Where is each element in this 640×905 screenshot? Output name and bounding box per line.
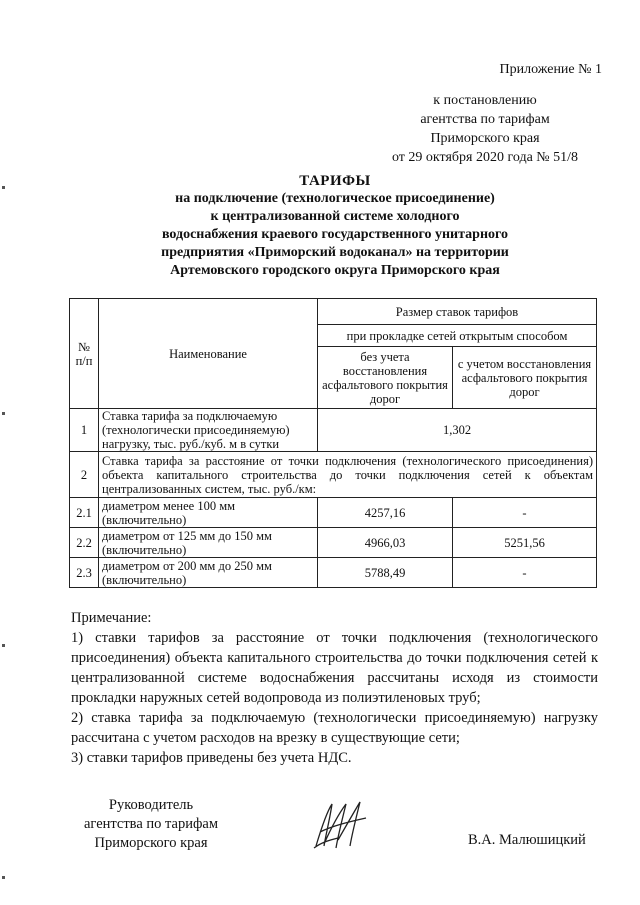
handwritten-signature xyxy=(308,796,378,861)
scan-mark xyxy=(2,876,5,879)
table-row xyxy=(70,558,597,588)
header-without-asphalt: без учета восстановления асфальтового покрытия дорог xyxy=(318,347,453,409)
header-line: к постановлению xyxy=(433,93,537,108)
title-main: ТАРИФЫ xyxy=(299,173,371,189)
row-name: диаметром от 200 мм до 250 мм (включительно) xyxy=(99,558,318,588)
title-line: предприятия «Приморский водоканал» на территории xyxy=(161,245,509,260)
header-with-asphalt: с учетом восстановления асфальтового покрытия дорог xyxy=(453,347,597,409)
table-row xyxy=(70,452,597,498)
header-date-line: от 29 октября 2020 года № 51/8 xyxy=(391,150,579,165)
row-num: 2.2 xyxy=(70,528,99,558)
appendix-label: Приложение № 1 xyxy=(499,62,602,77)
row-name: Ставка тарифа за расстояние от точки подключения (технологического присоединения) объекта капитального строительства до точки подключения сетей к объектам централизованных систем, тыс. руб./км: xyxy=(99,452,597,498)
signatory-line: агентства по тарифам xyxy=(84,816,218,832)
row-name: диаметром от 125 мм до 150 мм (включительно) xyxy=(99,528,318,558)
table-row xyxy=(70,409,597,452)
scan-mark xyxy=(2,412,5,415)
row-value-without: 4966,03 xyxy=(318,528,453,558)
row-num: 2.3 xyxy=(70,558,99,588)
title-line: к централизованной системе холодного xyxy=(210,209,460,224)
title-line: Артемовского городского округа Приморского края xyxy=(170,263,500,278)
row-value-without: 4257,16 xyxy=(318,498,453,528)
notes-section xyxy=(71,608,598,768)
table-row xyxy=(70,498,597,528)
document-header xyxy=(360,60,610,167)
row-num: 2.1 xyxy=(70,498,99,528)
row-num: 2 xyxy=(70,452,99,498)
document-title xyxy=(70,172,600,280)
note-item: 1) ставки тарифов за расстояние от точки подключения (технологического присоединения) объекта капитального строительства до точки подключения сетей к централизованной системе водоснабжения рассчитаны исходя из стоимости прокладки наружных сетей водопровода из полиэтиленовых труб; xyxy=(71,630,598,706)
signatory-line: Приморского края xyxy=(94,835,208,851)
table-row xyxy=(70,528,597,558)
scan-mark xyxy=(2,644,5,647)
header-line: Приморского края xyxy=(430,131,540,146)
row-name: Ставка тарифа за подключаемую (технологически присоединяемую) нагрузку, тыс. руб./куб. м в сутки xyxy=(99,409,318,452)
header-open-method: при прокладке сетей открытым способом xyxy=(318,325,597,347)
row-value-without: 5788,49 xyxy=(318,558,453,588)
header-rates: Размер ставок тарифов xyxy=(318,299,597,325)
signatory-line: Руководитель xyxy=(108,797,194,813)
title-line: водоснабжения краевого государственного унитарного xyxy=(161,227,509,242)
scan-mark xyxy=(2,186,5,189)
row-name: диаметром менее 100 мм (включительно) xyxy=(99,498,318,528)
note-item: 3) ставки тарифов приведены без учета НДС. xyxy=(71,750,352,766)
row-value-with: - xyxy=(453,558,597,588)
note-item: 2) ставка тарифа за подключаемую (технологически присоединяемую) нагрузку рассчитана с учетом расходов на врезку в существующие сети; xyxy=(71,710,598,746)
header-line: агентства по тарифам xyxy=(420,112,550,127)
signatory-title xyxy=(76,796,226,853)
title-line: на подключение (технологическое присоединение) xyxy=(175,191,495,206)
row-value: 1,302 xyxy=(318,409,597,452)
row-value-with: - xyxy=(453,498,597,528)
header-name: Наименование xyxy=(99,299,318,409)
row-value-with: 5251,56 xyxy=(453,528,597,558)
header-num: № п/п xyxy=(70,299,99,409)
tariff-table xyxy=(69,298,597,588)
notes-heading: Примечание: xyxy=(71,610,152,626)
row-num: 1 xyxy=(70,409,99,452)
signatory-name: В.А. Малюшицкий xyxy=(468,832,586,848)
